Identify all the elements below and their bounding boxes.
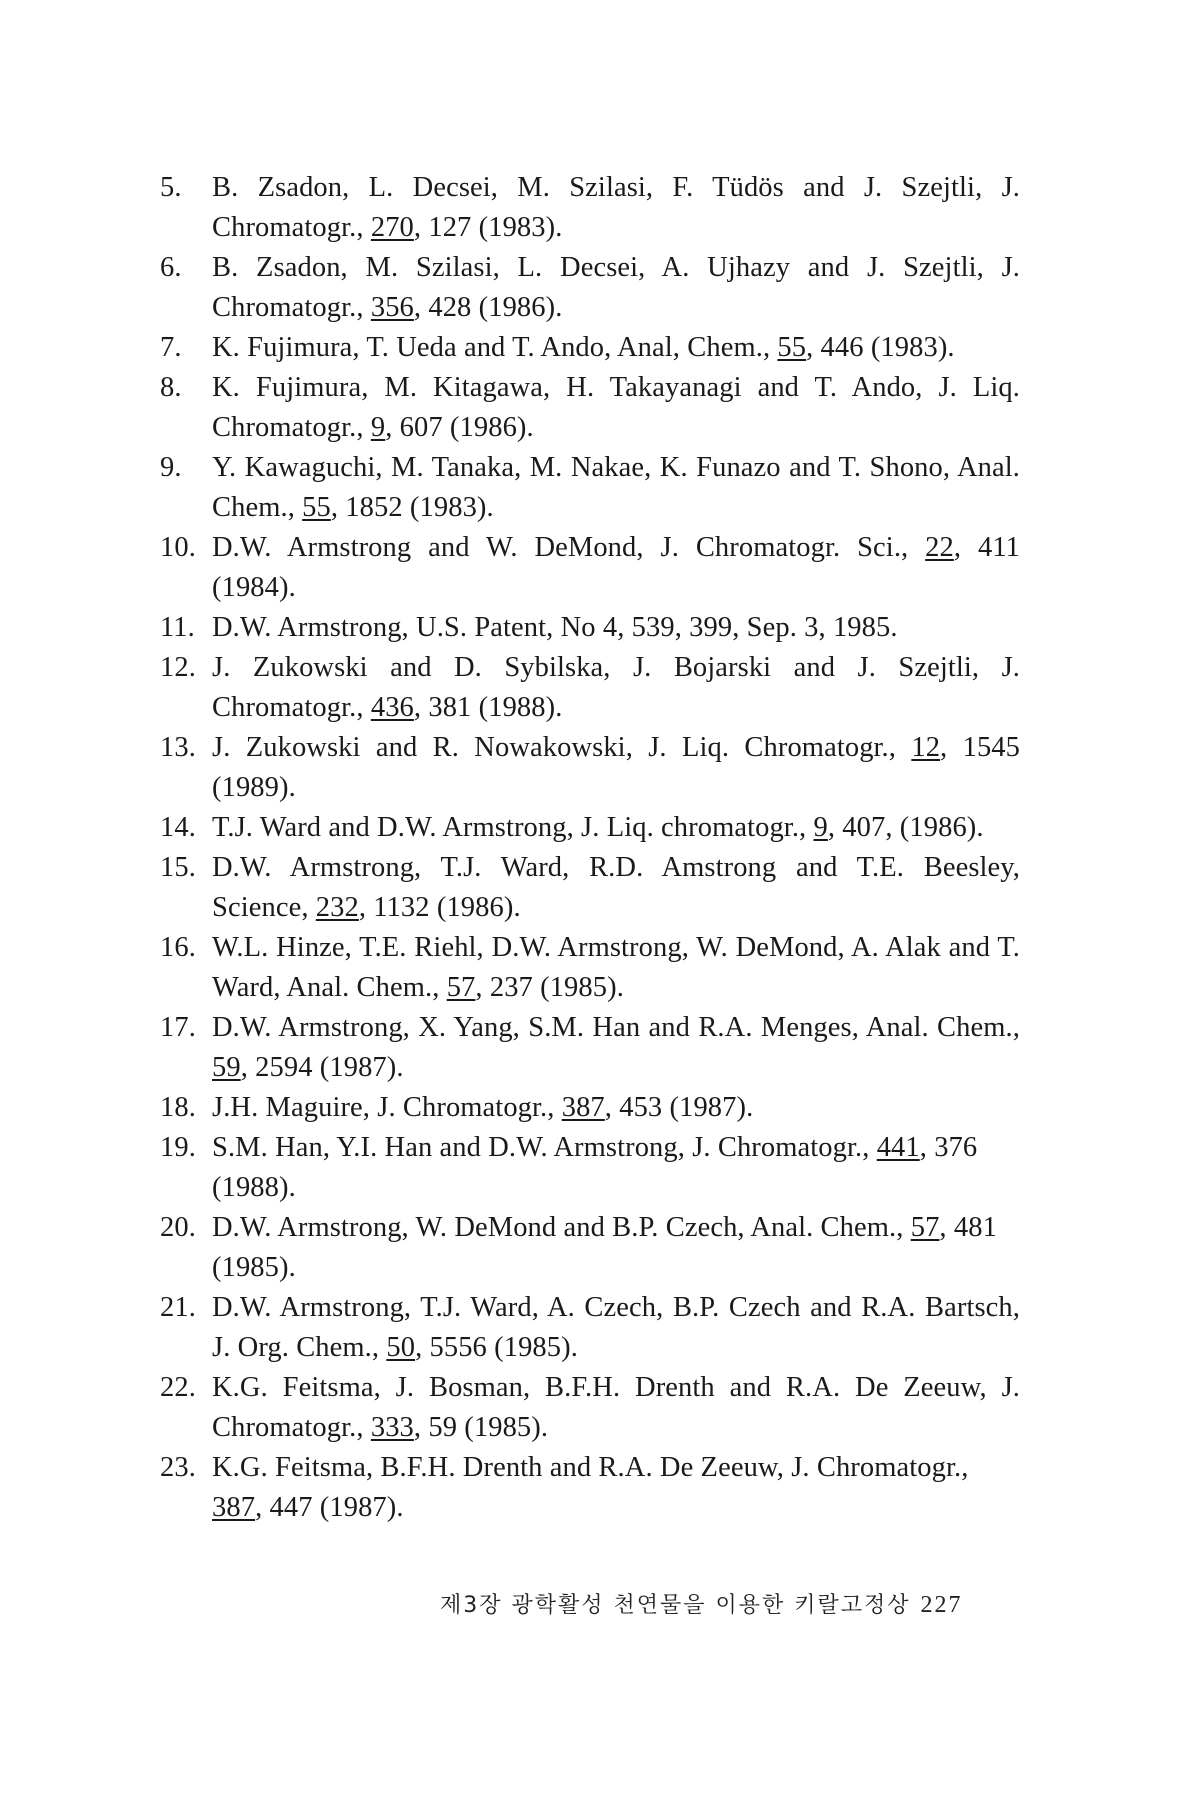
reference-text: K.G. Feitsma, J. Bosman, B.F.H. Drenth and R.A. De Zeeuw, J. Chromatogr., 333, 59 (1985). [212,1372,1020,1443]
reference-text: K. Fujimura, T. Ueda and T. Ando, Anal, Chem., 55, 446 (1983). [212,332,955,363]
volume-number: 232 [315,892,359,923]
reference-item [160,528,1020,608]
reference-list [160,168,1020,1528]
reference-item [160,1448,1020,1528]
reference-item [160,168,1020,248]
reference-number: 22. [160,1372,196,1403]
reference-text: W.L. Hinze, T.E. Riehl, D.W. Armstrong, W. DeMond, A. Alak and T. Ward, Anal. Chem., 57, 237 (1985). [212,932,1020,1003]
reference-text: D.W. Armstrong, W. DeMond and B.P. Czech, Anal. Chem., 57, 481 (1985). [212,1212,997,1283]
reference-item [160,848,1020,928]
volume-number: 55 [302,492,331,523]
reference-text: S.M. Han, Y.I. Han and D.W. Armstrong, J. Chromatogr., 441, 376 (1988). [212,1132,978,1203]
reference-number: 5. [160,172,182,203]
reference-item [160,1088,1020,1128]
reference-item [160,1008,1020,1088]
volume-number: 57 [910,1212,940,1243]
reference-number: 8. [160,372,182,403]
reference-text: D.W. Armstrong, X. Yang, S.M. Han and R.A. Menges, Anal. Chem., 59, 2594 (1987). [212,1012,1020,1083]
reference-text: K. Fujimura, M. Kitagawa, H. Takayanagi and T. Ando, J. Liq. Chromatogr., 9, 607 (1986). [212,372,1020,443]
reference-item [160,608,1020,648]
reference-number: 9. [160,452,182,483]
reference-number: 12. [160,652,196,683]
reference-text: J. Zukowski and D. Sybilska, J. Bojarski and J. Szejtli, J. Chromatogr., 436, 381 (1988). [212,652,1020,723]
reference-text: J. Zukowski and R. Nowakowski, J. Liq. Chromatogr., 12, 1545 (1989). [212,732,1020,803]
reference-item [160,728,1020,808]
reference-number: 6. [160,252,182,283]
reference-number: 10. [160,532,196,563]
reference-item [160,448,1020,528]
reference-number: 17. [160,1012,196,1043]
reference-item [160,1288,1020,1368]
volume-number: 387 [212,1492,256,1523]
volume-number: 333 [370,1412,414,1443]
reference-number: 7. [160,332,182,363]
reference-item [160,328,1020,368]
reference-text: Y. Kawaguchi, M. Tanaka, M. Nakae, K. Funazo and T. Shono, Anal. Chem., 55, 1852 (1983). [212,452,1020,523]
reference-text: K.G. Feitsma, B.F.H. Drenth and R.A. De Zeeuw, J. Chromatogr., 387, 447 (1987). [212,1452,969,1523]
volume-number: 50 [386,1332,416,1363]
reference-item [160,1208,1020,1288]
reference-number: 20. [160,1212,196,1243]
volume-number: 356 [370,292,414,323]
volume-number: 270 [370,212,414,243]
reference-text: D.W. Armstrong, U.S. Patent, No 4, 539, 399, Sep. 3, 1985. [212,612,898,643]
reference-number: 21. [160,1292,196,1323]
volume-number: 57 [446,972,476,1003]
reference-text: B. Zsadon, L. Decsei, M. Szilasi, F. Tüdös and J. Szejtli, J. Chromatogr., 270, 127 (1983). [212,172,1020,243]
reference-number: 16. [160,932,196,963]
reference-item [160,1368,1020,1448]
chapter-title: 제3장 광학활성 천연물을 이용한 키랄고정상 [440,1593,911,1618]
reference-number: 15. [160,852,196,883]
reference-text: D.W. Armstrong and W. DeMond, J. Chromatogr. Sci., 22, 411 (1984). [212,532,1020,603]
page-number: 227 [920,1592,963,1618]
reference-text: B. Zsadon, M. Szilasi, L. Decsei, A. Ujhazy and J. Szejtli, J. Chromatogr., 356, 428 (1986). [212,252,1020,323]
volume-number: 436 [370,692,414,723]
reference-number: 14. [160,812,196,843]
volume-number: 9 [370,412,386,443]
reference-number: 18. [160,1092,196,1123]
reference-item [160,928,1020,1008]
volume-number: 387 [561,1092,605,1123]
reference-number: 11. [160,612,195,643]
reference-number: 13. [160,732,196,763]
reference-number: 23. [160,1452,196,1483]
reference-text: T.J. Ward and D.W. Armstrong, J. Liq. chromatogr., 9, 407, (1986). [212,812,984,843]
volume-number: 9 [813,812,828,843]
reference-text: D.W. Armstrong, T.J. Ward, R.D. Amstrong and T.E. Beesley, Science, 232, 1132 (1986). [212,852,1020,923]
reference-item [160,248,1020,328]
reference-item [160,1128,1020,1208]
volume-number: 59 [212,1052,241,1083]
reference-number: 19. [160,1132,196,1163]
reference-text: D.W. Armstrong, T.J. Ward, A. Czech, B.P. Czech and R.A. Bartsch, J. Org. Chem., 50, 5556 (1985). [212,1292,1020,1363]
reference-item [160,648,1020,728]
page-footer [440,1588,963,1619]
volume-number: 55 [777,332,807,363]
volume-number: 12 [911,732,941,763]
volume-number: 441 [876,1132,920,1163]
volume-number: 22 [925,532,954,563]
reference-item [160,368,1020,448]
reference-item [160,808,1020,848]
reference-text: J.H. Maguire, J. Chromatogr., 387, 453 (1987). [212,1092,754,1123]
